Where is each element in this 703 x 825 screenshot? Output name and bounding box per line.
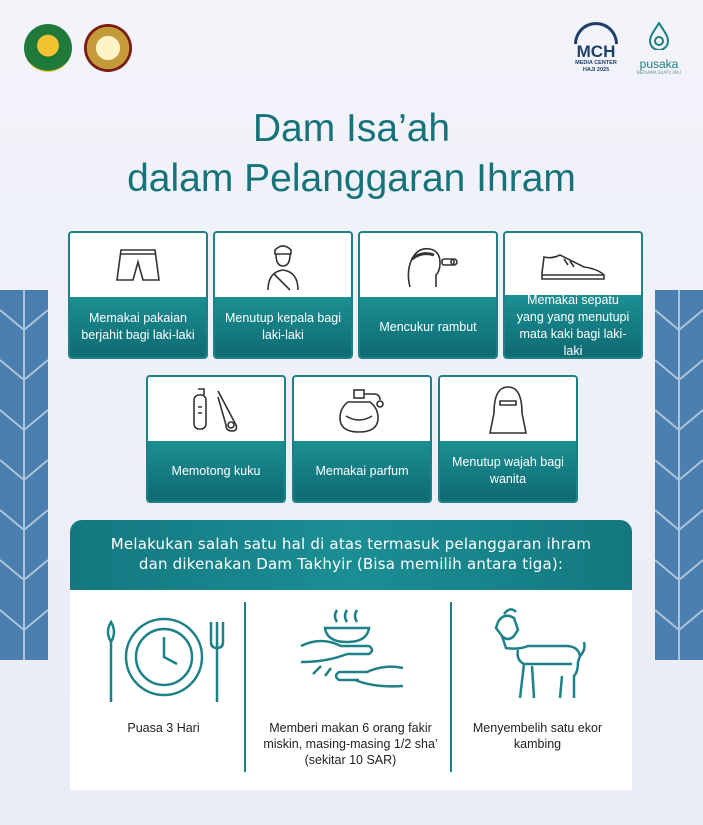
option-divider <box>244 602 246 772</box>
option-label: Menyembelih satu ekor kambing <box>472 721 603 751</box>
mch-logo-year: HAJI 2025 <box>582 67 610 73</box>
violation-card-cut-nails <box>146 375 286 503</box>
pusaka-logo-text: pusaka <box>639 57 679 71</box>
covered-head-man-icon <box>260 240 306 292</box>
nail-clipper-icon <box>188 385 244 435</box>
violation-card-shave-hair <box>358 231 498 359</box>
violation-label: Menutup kepala bagi laki-laki <box>215 297 351 357</box>
violation-label: Memakai pakaian berjahit bagi laki-laki <box>70 297 206 357</box>
banner-line-2: dan dikenakan Dam Takhyir (Bisa memilih antara tiga): <box>138 555 564 573</box>
violation-label: Memotong kuku <box>148 441 284 501</box>
violation-label: Memakai parfum <box>294 441 430 501</box>
option-label: Puasa 3 Hari <box>127 721 200 735</box>
violation-card-sewn-clothing <box>68 231 208 359</box>
violation-label: Mencukur rambut <box>360 297 496 357</box>
dam-takhyir-banner <box>70 520 632 590</box>
option-feeding <box>257 590 444 790</box>
option-slaughter-goat <box>444 590 631 790</box>
title-line-1: Dam Isa’ah <box>252 107 451 150</box>
top-right-logos <box>571 22 681 76</box>
violation-card-shoes <box>503 231 643 359</box>
violation-card-cover-head <box>213 231 353 359</box>
mch-logo-subtext: MEDIA CENTER <box>575 60 617 66</box>
left-ornament-pattern <box>0 290 48 660</box>
option-fasting <box>70 590 257 790</box>
water-drop-icon <box>648 22 670 50</box>
pusaka-logo <box>637 22 681 76</box>
goat-icon <box>478 602 598 712</box>
violation-card-cover-face <box>438 375 578 503</box>
mch-arc-icon <box>574 22 618 44</box>
shorts-icon <box>115 246 161 286</box>
banner-line-1: Melakukan salah satu hal di atas termasuk pelanggaran ihram <box>110 535 592 553</box>
violation-label: Memakai sepatu yang yang menutupi mata kaki bagi laki-laki <box>505 295 641 357</box>
violation-card-perfume <box>292 375 432 503</box>
page-title <box>0 104 703 204</box>
violation-label: Menutup wajah bagi wanita <box>440 441 576 501</box>
perfume-bottle-icon <box>334 384 390 436</box>
kemenag-logo <box>24 24 72 72</box>
plate-clock-icon <box>99 602 229 712</box>
top-left-logos <box>24 24 132 72</box>
mch-logo <box>571 22 621 74</box>
shoe-icon <box>538 249 608 283</box>
dam-options-panel <box>70 590 632 790</box>
veiled-woman-icon <box>484 383 532 437</box>
mch-logo-text: MCH <box>576 42 616 61</box>
hair-shaving-icon <box>398 241 458 291</box>
bpkh-logo <box>84 24 132 72</box>
food-giving-hands-icon <box>291 602 411 712</box>
right-ornament-pattern <box>655 290 703 660</box>
title-line-2: dalam Pelanggaran Ihram <box>127 157 576 200</box>
pusaka-tagline: BERSAMA SUATU APLI <box>637 70 681 75</box>
option-label: Memberi makan 6 orang fakir miskin, masing-masing 1/2 sha’ (sekitar 10 SAR) <box>263 721 438 767</box>
